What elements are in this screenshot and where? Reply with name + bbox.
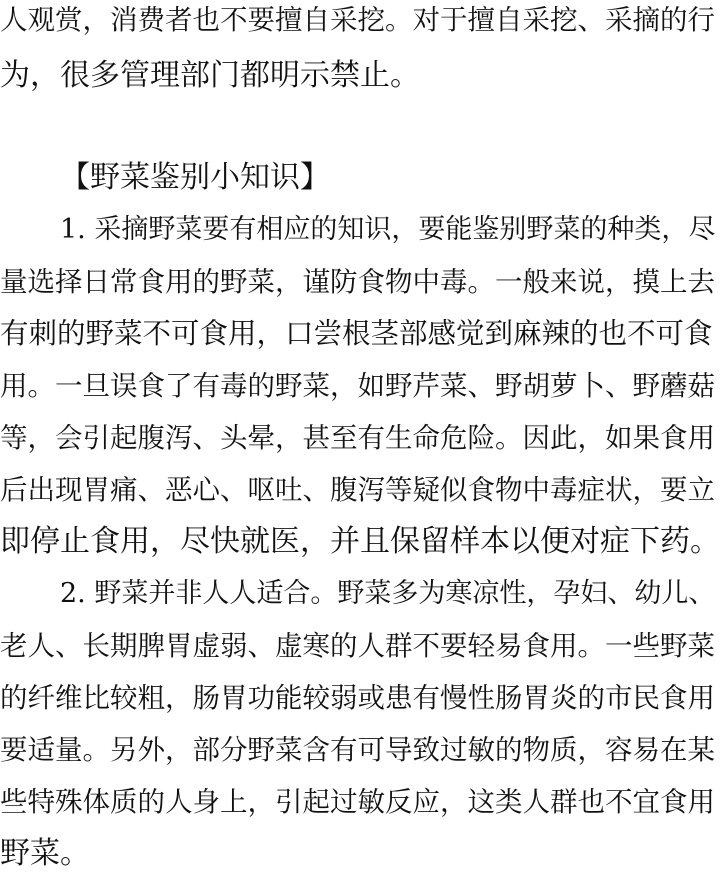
paragraph-line: 等，会引起腹泻、头晕，甚至有生命危险。因此，如果食用 (0, 422, 715, 454)
paragraph-line: 为，很多管理部门都明示禁止。 (0, 58, 420, 93)
paragraph-line: 些特殊体质的人身上，引起过敏反应，这类人群也不宜食用 (0, 786, 715, 818)
paragraph-line: 的纤维比较粗，肠胃功能较弱或患有慢性肠胃炎的市民食用 (0, 682, 715, 714)
paragraph-line: 1. 采摘野菜要有相应的知识，要能鉴别野菜的种类，尽 (60, 214, 716, 245)
paragraph-line: 老人、长期脾胃虚弱、虚寒的人群不要轻易食用。一些野菜 (0, 630, 715, 662)
paragraph-line: 人观赏，消费者也不要擅自采挖。对于擅自采挖、采摘的行 (0, 4, 715, 36)
paragraph-line: 要适量。另外，部分野菜含有可导致过敏的物质，容易在某 (0, 734, 715, 766)
paragraph-line: 野菜。 (0, 836, 90, 871)
paragraph-line: 即停止食用，尽快就医，并且保留样本以便对症下药。 (0, 524, 720, 559)
section-heading: 【野菜鉴别小知识】 (60, 160, 330, 195)
paragraph-line: 量选择日常食用的野菜，谨防食物中毒。一般来说，摸上去 (0, 266, 715, 298)
paragraph-line: 后出现胃痛、恶心、呕吐、腹泻等疑似食物中毒症状，要立 (0, 474, 715, 506)
paragraph-line: 有刺的野菜不可食用，口尝根茎部感觉到麻辣的也不可食 (0, 317, 713, 350)
paragraph-line: 2. 野菜并非人人适合。野菜多为寒凉性，孕妇、幼儿、 (60, 578, 716, 609)
paragraph-line: 用。一旦误食了有毒的野菜，如野芹菜、野胡萝卜、野蘑菇 (0, 370, 715, 402)
